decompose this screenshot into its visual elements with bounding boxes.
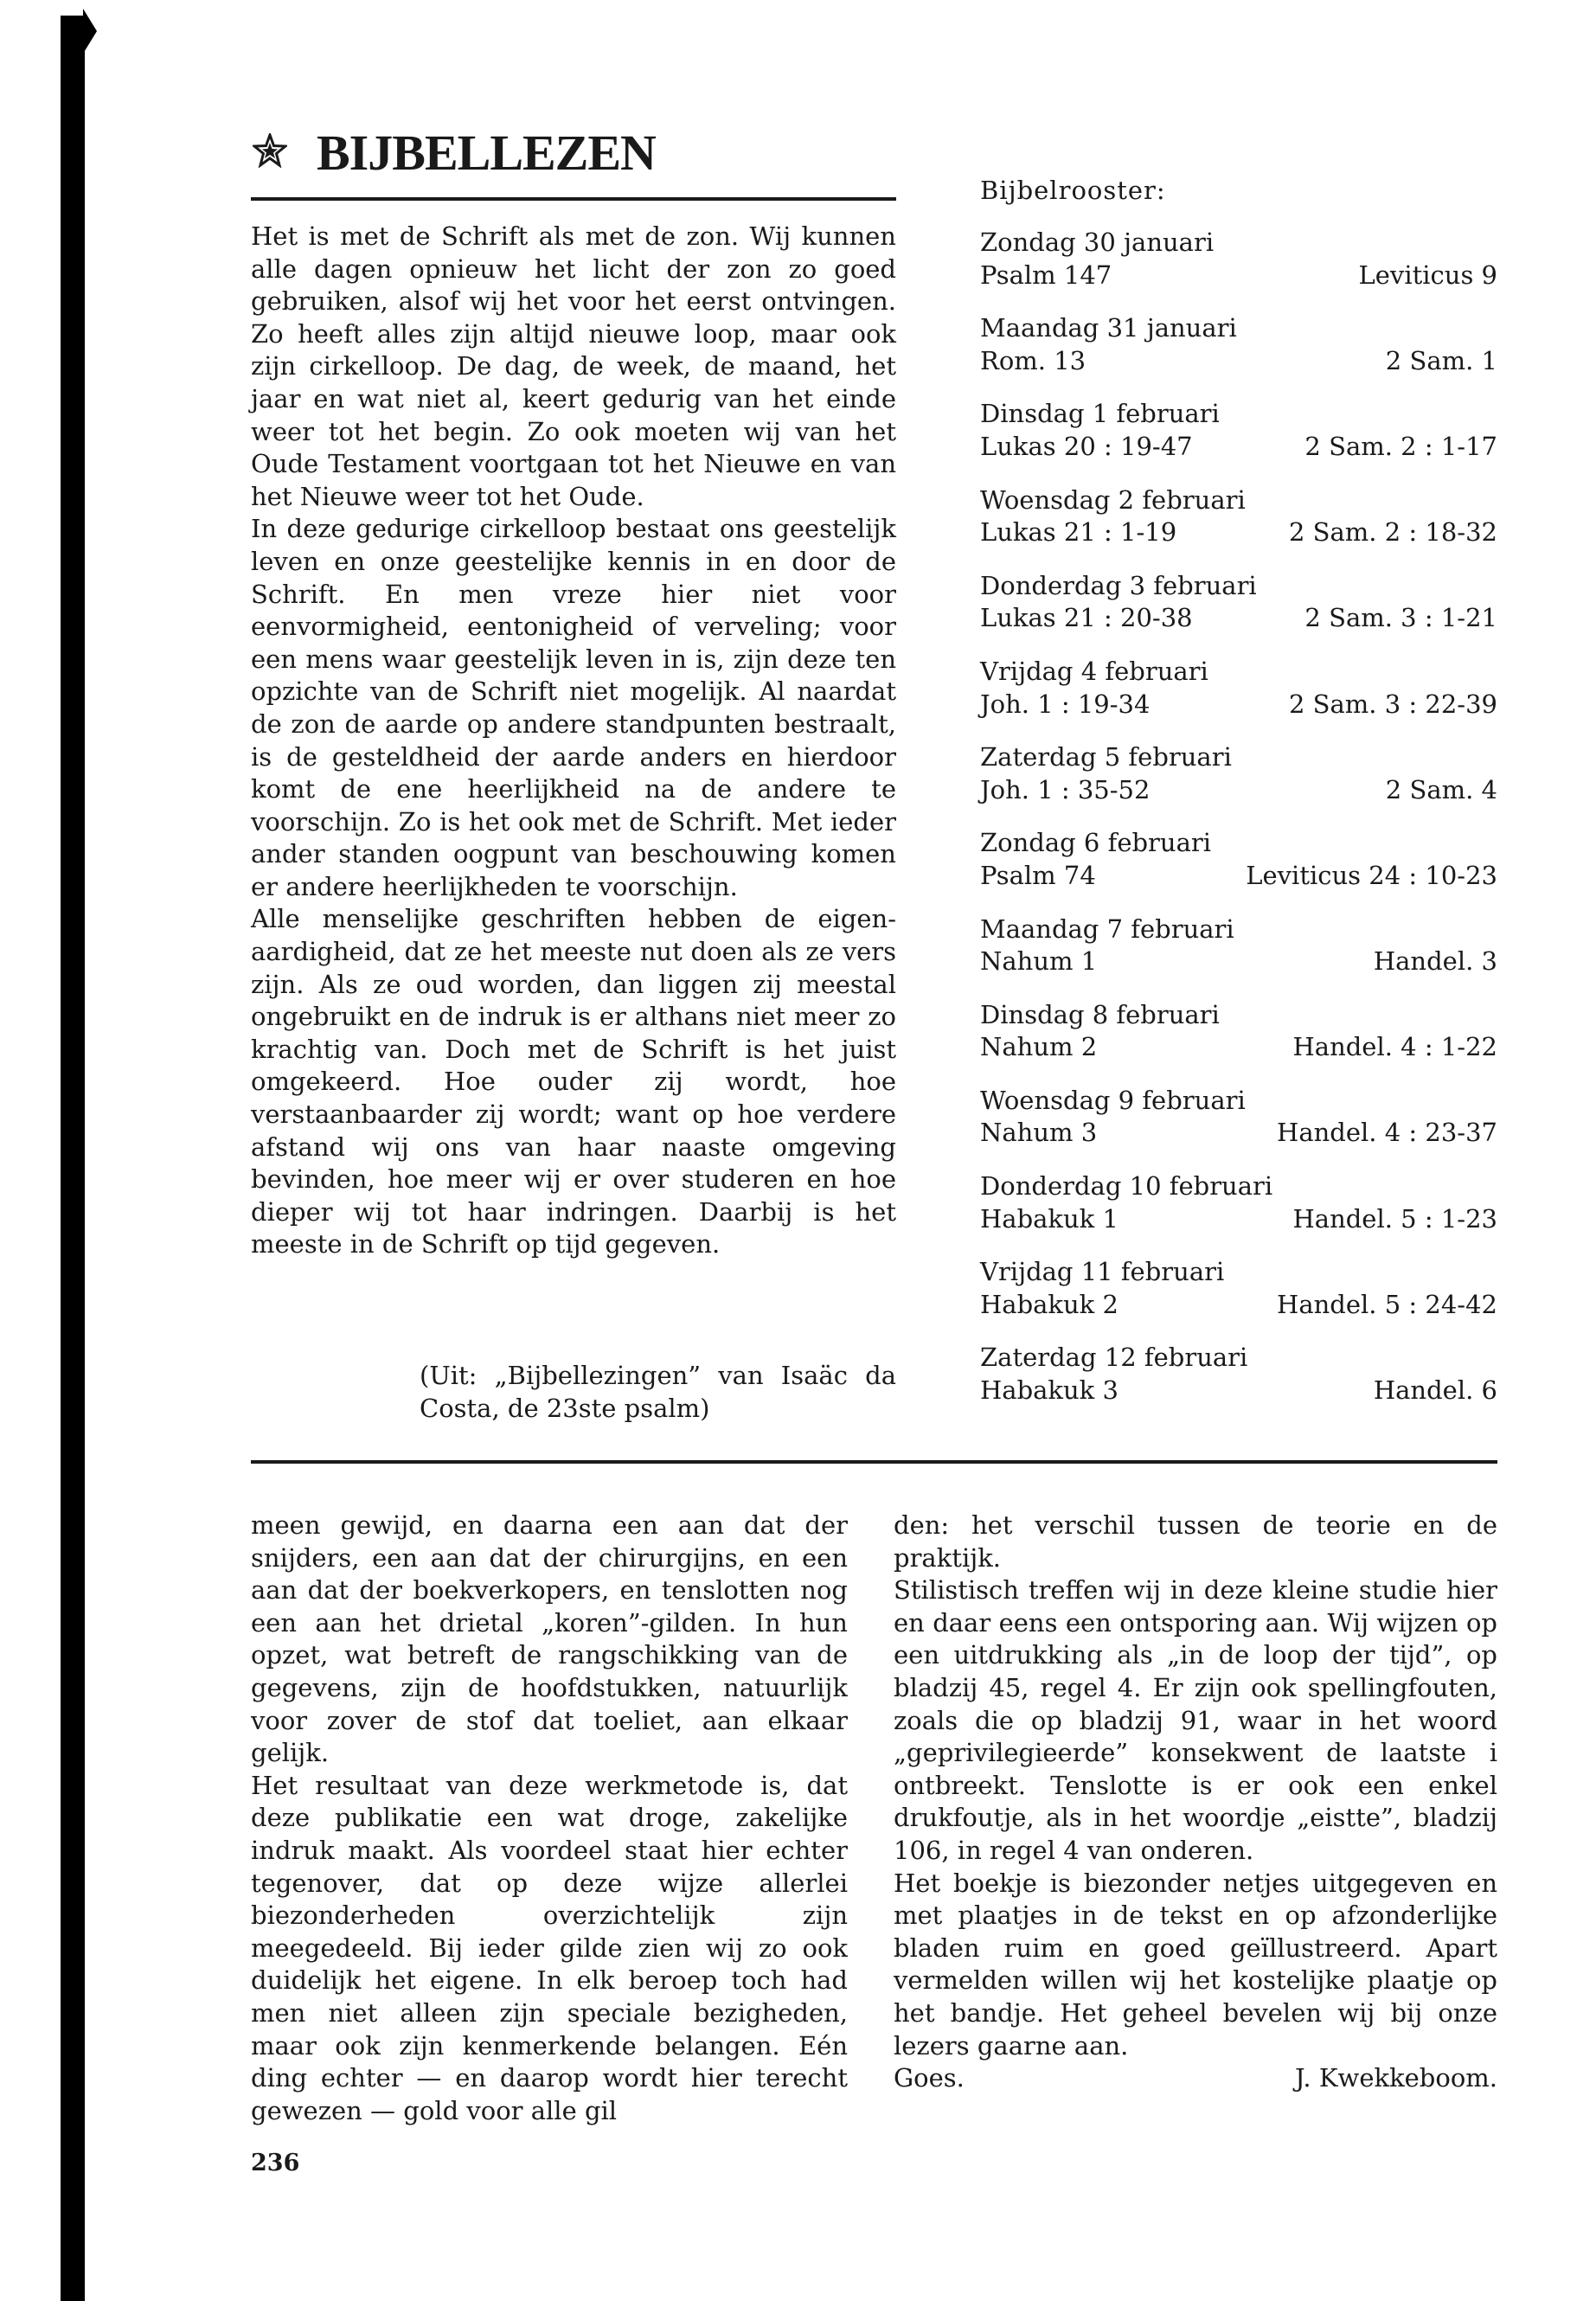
reading-second: 2 Sam. 2 : 18-32 (1288, 517, 1497, 548)
schedule-readings (980, 345, 1497, 378)
schedule-entry (980, 570, 1497, 656)
review-left-column (251, 1509, 848, 2127)
reading-second: Leviticus 9 (1358, 260, 1497, 290)
schedule-readings (980, 945, 1497, 978)
review-paragraph: den: het verschil tussen de teorie en de praktijk. (894, 1510, 1497, 1573)
schedule-entry (980, 398, 1497, 484)
schedule-entry (980, 1256, 1497, 1342)
reading-second: 2 Sam. 3 : 22-39 (1288, 689, 1497, 719)
reading-second: 2 Sam. 3 : 1-21 (1304, 603, 1497, 633)
reading-first: Lukas 21 : 1-19 (980, 517, 1177, 548)
schedule-readings (980, 602, 1497, 635)
reading-second: Handel. 4 : 23-37 (1277, 1118, 1497, 1148)
bible-reading-schedule (980, 227, 1497, 1428)
reading-first: Joh. 1 : 35-52 (980, 774, 1151, 804)
schedule-readings (980, 1117, 1497, 1150)
reading-first: Nahum 3 (980, 1118, 1098, 1148)
reading-first: Nahum 1 (980, 946, 1098, 977)
reading-first: Habakuk 2 (980, 1289, 1118, 1319)
schedule-day: Zaterdag 5 februari (980, 742, 1232, 772)
schedule-day: Donderdag 10 februari (980, 1171, 1273, 1202)
schedule-day: Donderdag 3 februari (980, 570, 1257, 600)
reading-second: Handel. 6 (1373, 1375, 1497, 1406)
review-paragraph: Stilistisch treffen wij in deze kleine studie hier en daar eens een ontsporing aan. Wij wijzen op een uitdrukking als „in de loop der tijd”, op bladzij 45, regel 4. Er zijn ook spellingfouten, zoals die op bladzij 91, waar in het woord „geprivilegieerde” konsekwent de laatste i ontbreekt. Tenslotte is er ook een enkel drukfoutje, als in het woordje „eistte”, bladzij 106, in regel 4 van onderen. (894, 1575, 1497, 1865)
schedule-entry (980, 656, 1497, 741)
reading-first: Habakuk 3 (980, 1375, 1118, 1406)
schedule-entry (980, 1170, 1497, 1256)
article-paragraph: Alle menselijke geschriften hebben de eigenaardigheid, dat ze het meeste nut doen als ze vers zijn. Als ze oud worden, dan liggen zij meestal ongebruikt en de indruk is er althans niet meer zo krachtig van. Doch met de Schrift is het juist omgekeerd. Hoe ouder zij wordt, hoe verstaanbaarder zij wordt; want op hoe verdere afstand wij ons van haar naaste omgeving bevinden, hoe meer wij er over studeren en hoe dieper wij tot haar indringen. Daarbij is het meeste in de Schrift op tijd gegeven. (251, 904, 896, 1259)
article-body (251, 221, 896, 1261)
schedule-day: Zondag 30 januari (980, 228, 1215, 257)
schedule-day: Zondag 6 februari (980, 828, 1212, 858)
reading-first: Psalm 147 (980, 260, 1112, 290)
schedule-label: Bijbelrooster: (980, 176, 1166, 205)
schedule-entry (980, 999, 1497, 1085)
schedule-readings (980, 689, 1497, 721)
reading-second: 2 Sam. 2 : 1-17 (1304, 431, 1497, 461)
schedule-entry (980, 913, 1497, 999)
schedule-entry (980, 741, 1497, 827)
review-paragraph: Het resultaat van deze werkmetode is, dat deze publikatie een wat droge, zakelijke indruk maakt. Als voordeel staat hier echter tegenover, dat op deze wijze allerlei biezonderheden overzichtelijk zijn meegedeeld. Bij ieder gilde zien wij zo ook duidelijk het eigene. In elk beroep toch had men niet alleen zijn speciale bezigheden, maar ook zijn kenmerkende belangen. Eén ding echter — en daarop wordt hier terecht gewezen — gold voor alle gil (251, 1770, 848, 2125)
schedule-entry (980, 1342, 1497, 1427)
schedule-readings (980, 516, 1497, 549)
reading-first: Psalm 74 (980, 860, 1096, 890)
reading-second: 2 Sam. 1 (1385, 345, 1497, 375)
schedule-day: Maandag 7 februari (980, 913, 1234, 944)
review-signoff (894, 2062, 1497, 2095)
schedule-readings (980, 260, 1497, 292)
section-heading (253, 125, 656, 181)
article-paragraph: In deze gedurige cirkelloop bestaat ons geestelijk leven en onze geestelijke kennis in en door de Schrift. En men vreze hier niet voor eenvormigheid, eentonigheid of verveling; voor een mens waar geestelijk leven in is, zijn deze ten opzichte van de Schrift niet mogelijk. Al naardat de zon de aarde op andere standpunten bestraalt, is de gesteldheid der aarde anders en hierdoor komt de ene heerlijkheid na de andere te voorschijn. Zo is het ook met de Schrift. Met ieder ander standen oogpunt van beschouwing komen er andere heerlijkheden te voorschijn. (251, 514, 896, 901)
schedule-readings (980, 1375, 1497, 1407)
schedule-day: Woensdag 9 februari (980, 1085, 1246, 1115)
signoff-place: Goes. (894, 2063, 965, 2093)
schedule-day: Dinsdag 8 februari (980, 999, 1220, 1029)
reading-second: Handel. 3 (1373, 946, 1497, 977)
section-divider (251, 1460, 1497, 1464)
schedule-readings (980, 1031, 1497, 1064)
schedule-day: Vrijdag 4 februari (980, 656, 1208, 686)
article-paragraph: Het is met de Schrift als met de zon. Wij kunnen alle dagen opnieuw het licht der zon zo goed gebruiken, alsof wij het voor het eerst ontvingen. Zo heeft alles zijn altijd nieuwe loop, maar ook zijn cirkelloop. De dag, de week, de maand, het jaar en wat niet al, keert gedurig van het einde weer tot het begin. Zo ook moeten wij van het Oude Testament voortgaan tot het Nieuwe en van het Nieuwe weer tot het Oude. (251, 221, 896, 511)
schedule-readings (980, 1289, 1497, 1322)
reading-second: Leviticus 24 : 10-23 (1246, 860, 1497, 890)
review-paragraph: meen gewijd, en daarna een aan dat der snijders, een aan dat der chirurgijns, en een aan dat der boekverkopers, en tenslotten nog een aan het drietal „koren”-gilden. In hun opzet, wat betreft de rangschikking van de gegevens, zijn de hoofdstukken, natuurlijk voor zover de stof dat toeliet, aan elkaar gelijk. (251, 1510, 848, 1768)
article-citation: (Uit: „Bijbellezingen” van Isaäc da Costa, de 23ste psalm) (420, 1361, 896, 1423)
reading-first: Lukas 20 : 19-47 (980, 431, 1193, 461)
binding-edge (61, 16, 85, 2301)
schedule-entry (980, 312, 1497, 398)
schedule-day: Zaterdag 12 februari (980, 1343, 1248, 1373)
reading-first: Lukas 21 : 20-38 (980, 603, 1193, 633)
schedule-readings (980, 431, 1497, 464)
schedule-day: Maandag 31 januari (980, 313, 1237, 343)
reading-first: Habakuk 1 (980, 1203, 1118, 1234)
schedule-readings (980, 860, 1497, 893)
schedule-day: Dinsdag 1 februari (980, 399, 1220, 429)
schedule-entry (980, 227, 1497, 312)
reading-second: Handel. 4 : 1-22 (1292, 1032, 1497, 1062)
page-number: 236 (251, 2150, 300, 2176)
heading-rule (251, 197, 896, 201)
schedule-readings (980, 774, 1497, 807)
star-icon (253, 133, 287, 174)
binding-notch (83, 9, 97, 54)
reading-second: 2 Sam. 4 (1385, 774, 1497, 804)
schedule-readings (980, 1203, 1497, 1236)
page-title: BIJBELLEZEN (317, 125, 656, 181)
reading-second: Handel. 5 : 1-23 (1292, 1203, 1497, 1234)
schedule-entry (980, 484, 1497, 570)
reading-first: Joh. 1 : 19-34 (980, 689, 1151, 719)
schedule-entry (980, 1085, 1497, 1170)
schedule-day: Woensdag 2 februari (980, 484, 1246, 515)
schedule-entry (980, 827, 1497, 913)
reading-second: Handel. 5 : 24-42 (1277, 1289, 1497, 1319)
review-paragraph: Het boekje is biezonder netjes uitgegeven en met plaatjes in de tekst en op afzonderlijke bladen ruim en goed geïllustreerd. Apart vermelden willen wij het kostelijke plaatje op het bandje. Het geheel bevelen wij bij onze lezers gaarne aan. (894, 1868, 1497, 2061)
signoff-author: J. Kwekkeboom. (1295, 2063, 1497, 2093)
reading-first: Rom. 13 (980, 345, 1086, 375)
review-right-column (894, 1509, 1497, 2095)
schedule-day: Vrijdag 11 februari (980, 1257, 1225, 1287)
reading-first: Nahum 2 (980, 1032, 1098, 1062)
